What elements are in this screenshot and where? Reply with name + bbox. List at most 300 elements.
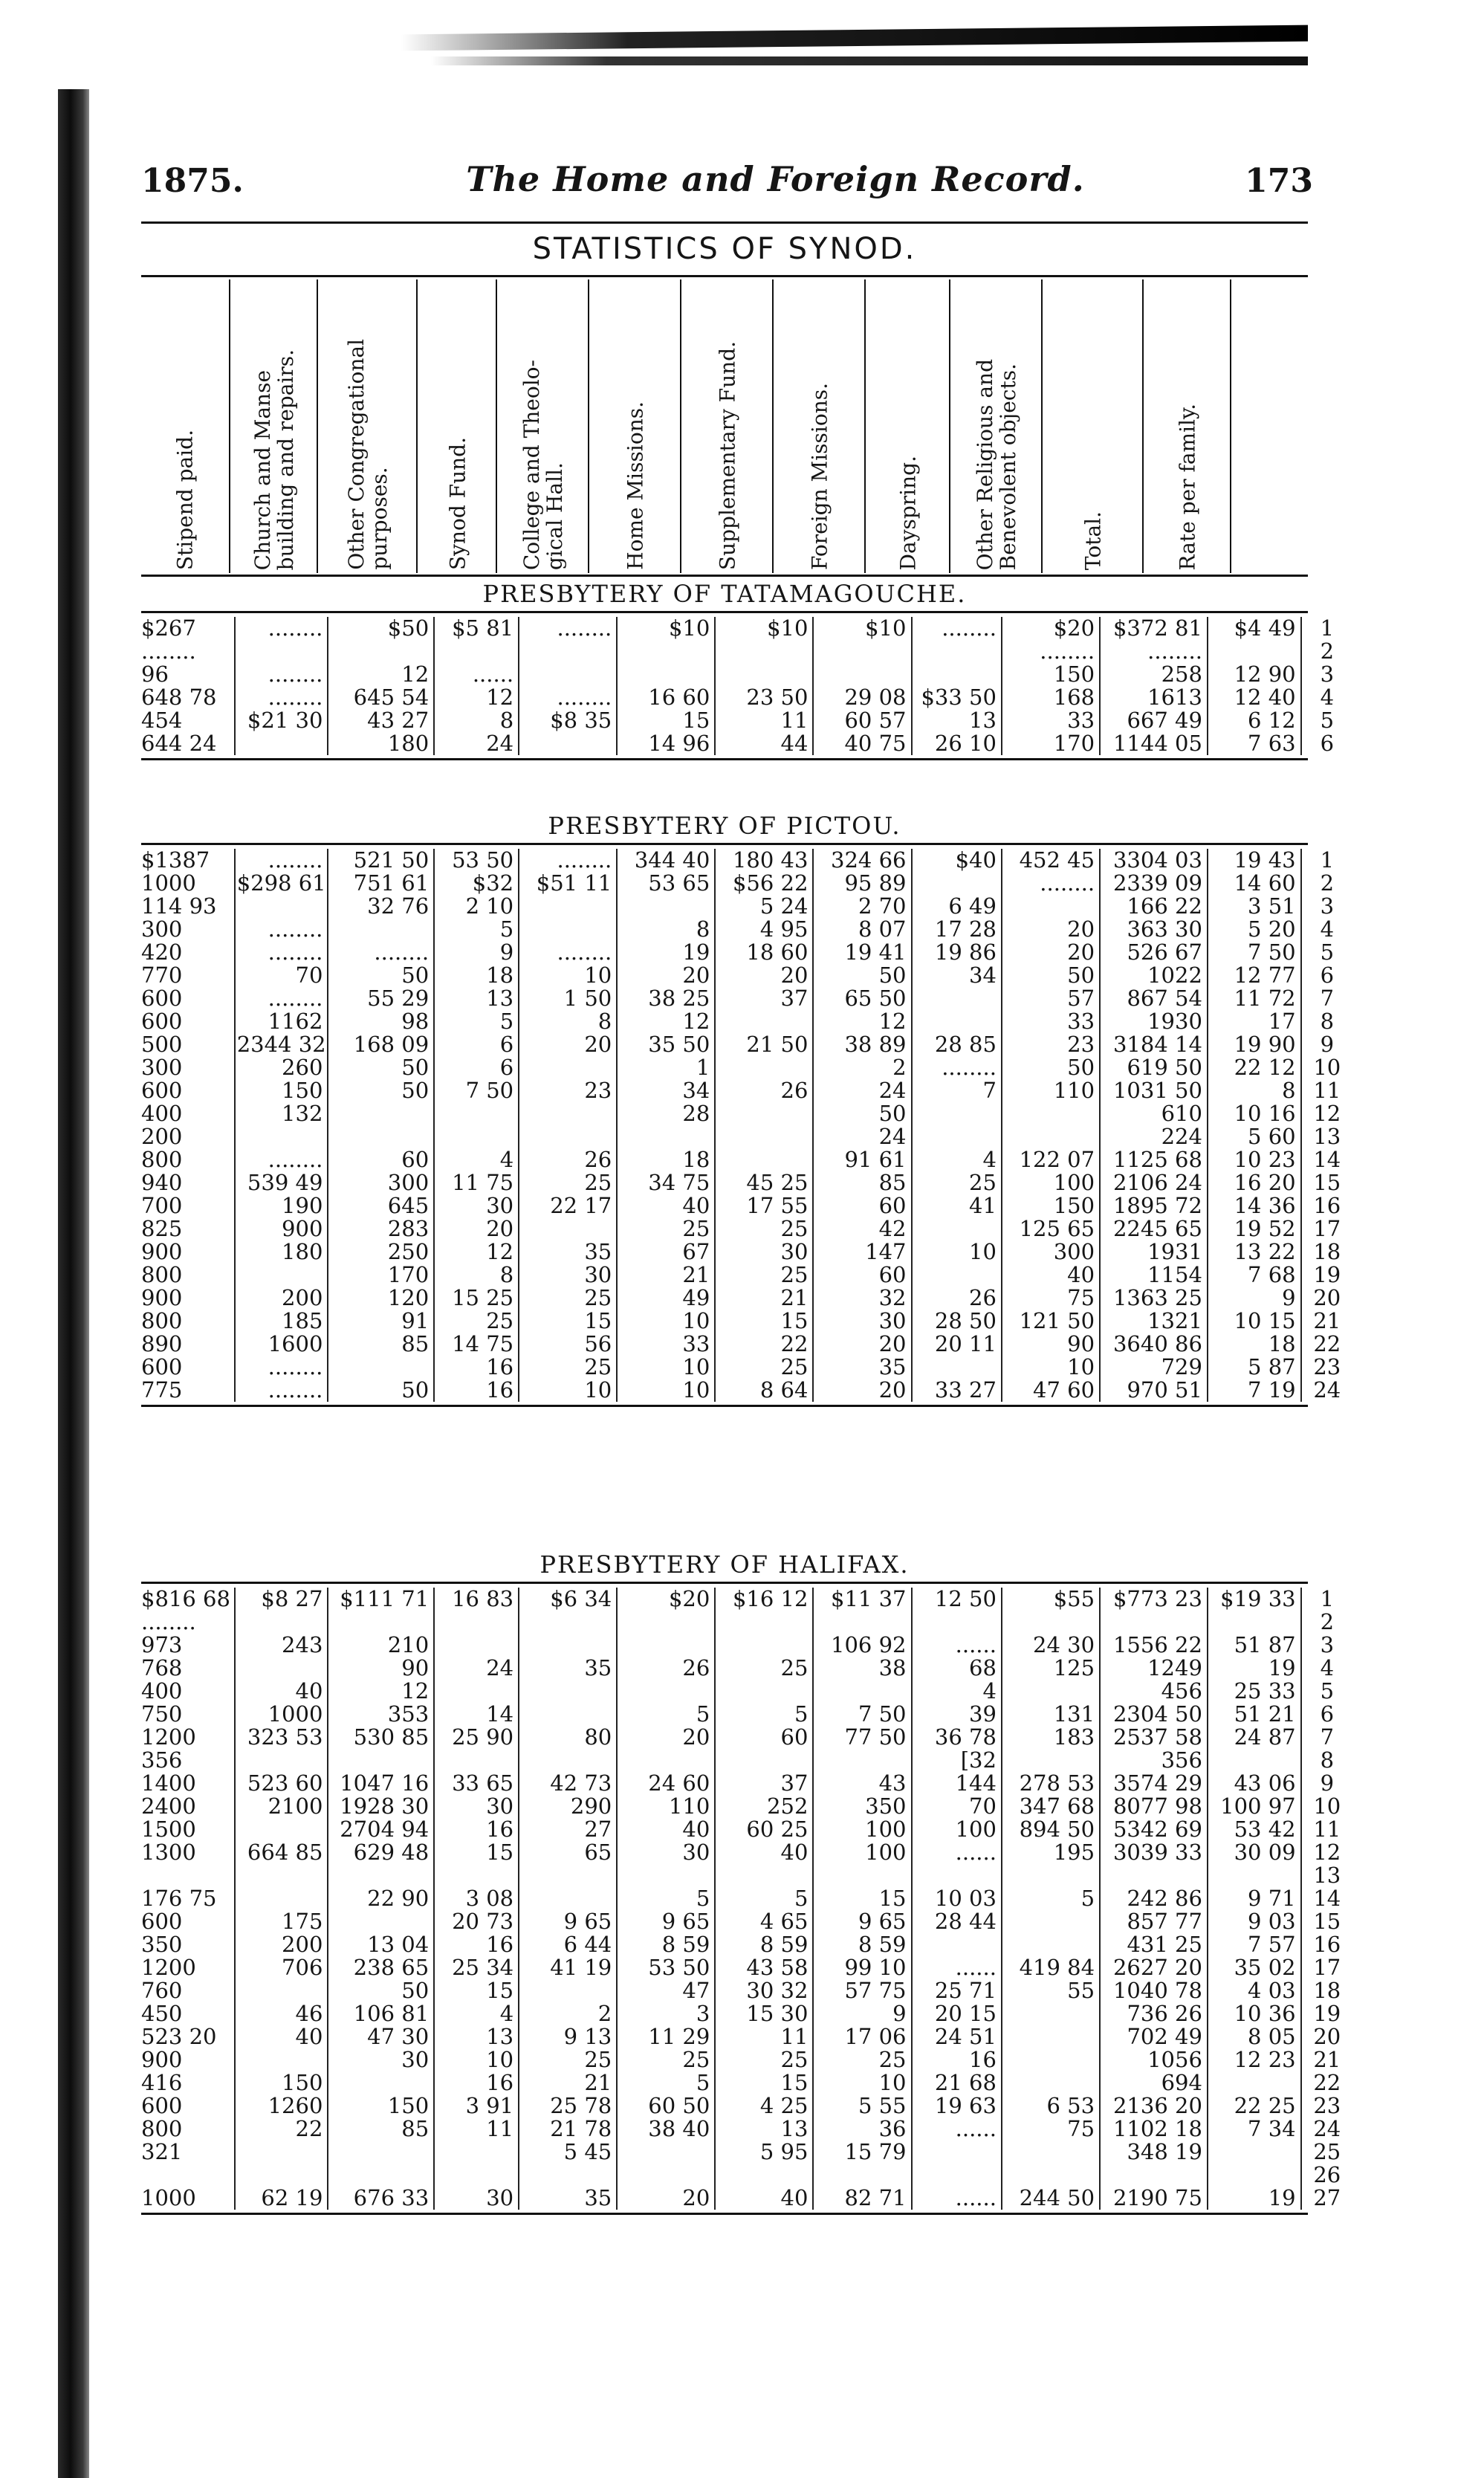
table-cell: 106 92 (813, 1634, 911, 1657)
table-cell: 41 19 (519, 1956, 617, 1979)
table-cell: 252 (715, 1795, 813, 1818)
table-cell: 2190 75 (1100, 2187, 1208, 2210)
table-cell: 70 (235, 964, 328, 987)
table-cell: 700 (141, 1194, 183, 1217)
table-cell: 243 (235, 1634, 328, 1657)
table-cell (235, 895, 328, 918)
table-cell: 10 (617, 1356, 715, 1379)
row-number: 11 (1301, 1818, 1352, 1841)
table-cell: 1600 (235, 1333, 328, 1356)
table-cell: 30 (434, 1795, 519, 1818)
row-number: 6 (1301, 1703, 1352, 1726)
table-cell: 7 57 (1208, 1933, 1301, 1956)
table-cell: 20 (1002, 918, 1100, 941)
header-rule (141, 221, 1308, 224)
table-cell: 8 (434, 709, 519, 732)
table-cell: 13 22 (1208, 1240, 1301, 1264)
table-cell: 28 85 (912, 1033, 1002, 1056)
table-cell: 38 25 (617, 987, 715, 1010)
table-cell: 5 (715, 1887, 813, 1910)
table-cell: 57 75 (813, 1979, 911, 2002)
table-cell: 3 (617, 2002, 715, 2025)
table-cell (235, 640, 328, 663)
table-cell: 238 65 (328, 1956, 434, 1979)
table-cell: ...... (912, 1841, 1002, 1864)
table-cell: 24 60 (617, 1772, 715, 1795)
table-cell: ........ (912, 1056, 1002, 1079)
table-cell: 24 51 (912, 2025, 1002, 2048)
table-cell (1100, 2164, 1208, 2187)
row-number: 18 (1301, 1240, 1352, 1264)
table-cell: 16 (434, 1379, 519, 1402)
row-number: 24 (1301, 1379, 1352, 1402)
table-cell: 22 17 (519, 1194, 617, 1217)
table-cell: 40 (235, 2025, 328, 2048)
column-header (141, 279, 229, 573)
column-header (588, 279, 681, 573)
table-cell: 37 (715, 1772, 813, 1795)
table-cell: $298 61 (235, 872, 328, 895)
table-cell: 7 50 (1208, 941, 1301, 964)
column-header-label: Total. (1080, 511, 1106, 570)
table-cell (1002, 2071, 1100, 2094)
table-cell: 3039 33 (1100, 1841, 1208, 1864)
table-cell: 60 50 (617, 2094, 715, 2118)
table-cell (715, 1634, 813, 1657)
table-cell: 50 (328, 1079, 434, 1102)
table-cell: 867 54 (1100, 987, 1208, 1010)
table-cell (617, 640, 715, 663)
table-cell: ........ (235, 1148, 328, 1171)
table-cell (434, 2141, 519, 2164)
table-cell: ........ (141, 640, 196, 663)
table-cell: 25 (519, 1287, 617, 1310)
table-cell: ........ (235, 918, 328, 941)
table-row (141, 1310, 1352, 1333)
table-cell: 356 (1100, 1749, 1208, 1772)
table-cell: 5 (617, 1887, 715, 1910)
table-cell: 5 (617, 2071, 715, 2094)
table-cell: 6 (434, 1056, 519, 1079)
table-cell: $773 23 (1100, 1588, 1208, 1611)
table-cell: 20 11 (912, 1333, 1002, 1356)
table-cell (235, 1864, 328, 1887)
table-cell: ...... (912, 2118, 1002, 2141)
table-cell: 49 (617, 1287, 715, 1310)
table-cell: 300 (141, 1056, 183, 1079)
table-cell: 147 (813, 1240, 911, 1264)
table-cell: 768 (141, 1657, 183, 1680)
table-row (141, 2071, 1352, 2094)
table-cell (328, 640, 434, 663)
section-table (141, 617, 1352, 755)
table-cell (1208, 640, 1301, 663)
table-cell: 33 27 (912, 1379, 1002, 1402)
table-cell (813, 1749, 911, 1772)
table-cell: 8 (1208, 1079, 1301, 1102)
table-cell: 144 (912, 1772, 1002, 1795)
column-header-label: Dayspring. (895, 455, 921, 570)
table-cell: 2344 32 (235, 1033, 328, 1056)
table-cell: 38 89 (813, 1033, 911, 1056)
table-cell: $19 33 (1208, 1588, 1301, 1611)
table-cell (912, 1864, 1002, 1887)
table-cell: 30 (715, 1240, 813, 1264)
table-cell (912, 1102, 1002, 1125)
table-cell: 2627 20 (1100, 1956, 1208, 1979)
table-cell (912, 2164, 1002, 2187)
row-number: 21 (1301, 1310, 1352, 1333)
table-cell (235, 2164, 328, 2187)
table-cell (519, 1749, 617, 1772)
row-number: 3 (1301, 663, 1352, 686)
table-cell: 12 40 (1208, 686, 1301, 709)
table-cell: 50 (813, 964, 911, 987)
table-cell: 13 (912, 709, 1002, 732)
table-cell: 1321 (1100, 1310, 1208, 1333)
table-cell: 10 03 (912, 1887, 1002, 1910)
table-cell: 19 (1208, 2187, 1301, 2210)
table-cell (617, 2164, 715, 2187)
table-row (141, 1910, 1352, 1933)
table-cell: 20 (813, 1379, 911, 1402)
table-cell: 4 65 (715, 1910, 813, 1933)
section-rule (141, 1582, 1308, 1584)
row-number: 7 (1301, 1726, 1352, 1749)
row-number: 26 (1301, 2164, 1352, 2187)
table-cell: 44 (715, 732, 813, 755)
table-cell (519, 918, 617, 941)
table-cell (912, 1356, 1002, 1379)
table-cell: 12 (813, 1010, 911, 1033)
table-cell: ........ (141, 1611, 196, 1634)
row-number: 20 (1301, 1287, 1352, 1310)
table-cell: 350 (141, 1933, 183, 1956)
table-cell: 13 (715, 2118, 813, 2141)
table-cell: 50 (1002, 1056, 1100, 1079)
table-cell: 736 26 (1100, 2002, 1208, 2025)
table-cell: 2 (813, 1056, 911, 1079)
row-number: 15 (1301, 1910, 1352, 1933)
row-number: 16 (1301, 1194, 1352, 1217)
header-title: The Home and Foreign Record. (466, 159, 1085, 199)
table-cell (813, 1680, 911, 1703)
table-row (141, 1772, 1352, 1795)
table-cell: 91 (328, 1310, 434, 1333)
table-cell: 1056 (1100, 2048, 1208, 2071)
table-cell: 35 (519, 1657, 617, 1680)
table-cell: 60 (328, 1148, 434, 1171)
page-title: STATISTICS OF SYNOD. (532, 232, 917, 266)
table-cell: 2 70 (813, 895, 911, 918)
table-cell: 9 (813, 2002, 911, 2025)
table-cell (1100, 1864, 1208, 1887)
table-cell: 20 (617, 1726, 715, 1749)
table-cell: 4 (434, 2002, 519, 2025)
column-header (680, 279, 774, 573)
table-cell: 60 (813, 1194, 911, 1217)
row-number: 13 (1301, 1864, 1352, 1887)
table-cell: 34 (912, 964, 1002, 987)
table-cell: 5 45 (519, 2141, 617, 2164)
table-cell: 55 (1002, 1979, 1100, 2002)
table-row (141, 1726, 1352, 1749)
table-cell: 25 34 (434, 1956, 519, 1979)
row-number: 20 (1301, 2025, 1352, 2048)
table-cell: 25 71 (912, 1979, 1002, 2002)
table-row (141, 2025, 1352, 2048)
table-cell: 15 25 (434, 1287, 519, 1310)
table-cell: 15 (519, 1310, 617, 1333)
table-cell: 10 16 (1208, 1102, 1301, 1125)
table-cell: 600 (141, 1356, 183, 1379)
table-cell: 100 (813, 1818, 911, 1841)
table-cell: 15 (434, 1841, 519, 1864)
table-cell: 530 85 (328, 1726, 434, 1749)
table-cell: 5 95 (715, 2141, 813, 2164)
table-cell (328, 2164, 434, 2187)
table-cell: 10 (519, 964, 617, 987)
table-cell: 100 (813, 1841, 911, 1864)
table-cell: 19 (1208, 1657, 1301, 1680)
table-cell: 40 (235, 1680, 328, 1703)
table-cell: 25 (912, 1171, 1002, 1194)
table-cell: 30 09 (1208, 1841, 1301, 1864)
table-cell (434, 640, 519, 663)
table-cell (235, 1749, 328, 1772)
table-cell: 2339 09 (1100, 872, 1208, 895)
table-cell: 40 (715, 1841, 813, 1864)
table-cell (235, 2048, 328, 2071)
table-cell: 200 (235, 1287, 328, 1310)
table-cell: 664 85 (235, 1841, 328, 1864)
table-cell: 973 (141, 1634, 183, 1657)
table-cell: 12 (328, 663, 434, 686)
table-cell: $372 81 (1100, 617, 1208, 640)
table-cell: 20 (434, 1217, 519, 1240)
table-cell: ........ (235, 941, 328, 964)
table-cell (141, 1864, 235, 1887)
table-cell: ...... (912, 1634, 1002, 1657)
table-cell: 702 49 (1100, 2025, 1208, 2048)
table-row (141, 2048, 1352, 2071)
table-cell: 53 50 (434, 849, 519, 872)
table-cell: 200 (141, 1125, 183, 1148)
row-number: 18 (1301, 1979, 1352, 2002)
table-cell (519, 2164, 617, 2187)
table-cell (434, 1634, 519, 1657)
table-cell: 2704 94 (328, 1818, 434, 1841)
table-cell: 21 (617, 1264, 715, 1287)
table-cell: 50 (328, 1379, 434, 1402)
table-cell: 180 (328, 732, 434, 755)
table-cell (519, 895, 617, 918)
table-cell (519, 1611, 617, 1634)
table-cell: 8 64 (715, 1379, 813, 1402)
table-row (141, 640, 1352, 663)
table-cell: 106 81 (328, 2002, 434, 2025)
table-cell (1208, 1611, 1301, 1634)
table-cell: 890 (141, 1333, 183, 1356)
table-cell: 2245 65 (1100, 1217, 1208, 1240)
row-number: 5 (1301, 1680, 1352, 1703)
table-cell (715, 1864, 813, 1887)
table-cell: 176 75 (141, 1887, 217, 1910)
table-cell: 321 (141, 2141, 183, 2164)
table-cell (519, 732, 617, 755)
table-cell: 33 (617, 1333, 715, 1356)
table-cell: 5 55 (813, 2094, 911, 2118)
table-cell: ........ (235, 686, 328, 709)
table-cell: 5 (434, 918, 519, 941)
table-cell (235, 732, 328, 755)
table-row (141, 918, 1352, 941)
table-cell: 400 (141, 1680, 183, 1703)
table-cell: 4 25 (715, 2094, 813, 2118)
table-cell (1002, 1910, 1100, 1933)
table-cell: 4 03 (1208, 1979, 1301, 2002)
table-cell: 283 (328, 1217, 434, 1240)
column-header (1041, 279, 1144, 573)
table-cell: 100 97 (1208, 1795, 1301, 1818)
table-cell (519, 1864, 617, 1887)
table-cell: 5 20 (1208, 918, 1301, 941)
table-cell: 99 10 (813, 1956, 911, 1979)
row-number: 19 (1301, 2002, 1352, 2025)
table-cell: 19 52 (1208, 1217, 1301, 1240)
table-cell: 10 (434, 2048, 519, 2071)
table-cell: 1040 78 (1100, 1979, 1208, 2002)
table-cell: 30 (434, 1194, 519, 1217)
section-rule (141, 611, 1308, 613)
table-cell (328, 2071, 434, 2094)
column-header-label: Synod Fund. (445, 436, 470, 570)
table-cell: 12 50 (912, 1588, 1002, 1611)
table-cell (1002, 2025, 1100, 2048)
table-cell: 16 (434, 2071, 519, 2094)
table-cell (715, 1680, 813, 1703)
column-header (772, 279, 866, 573)
table-cell: 1162 (235, 1010, 328, 1033)
table-cell: 50 (813, 1102, 911, 1125)
table-cell: 5 (715, 1703, 813, 1726)
table-row (141, 1240, 1352, 1264)
table-cell (1002, 2164, 1100, 2187)
table-cell: 18 60 (715, 941, 813, 964)
row-number: 16 (1301, 1933, 1352, 1956)
table-cell: 6 49 (912, 895, 1002, 918)
table-cell: 1000 (141, 872, 196, 895)
table-cell (715, 2164, 813, 2187)
table-cell: 33 (1002, 1010, 1100, 1033)
table-cell: 56 (519, 1333, 617, 1356)
row-number: 23 (1301, 2094, 1352, 2118)
table-cell: 2 10 (434, 895, 519, 918)
table-cell: 85 (328, 2118, 434, 2141)
table-cell: 33 65 (434, 1772, 519, 1795)
table-cell: 16 (434, 1933, 519, 1956)
table-cell: 857 77 (1100, 1910, 1208, 1933)
table-cell: ........ (235, 1379, 328, 1402)
table-cell: ........ (519, 686, 617, 709)
table-cell: 600 (141, 1910, 183, 1933)
table-cell: 2100 (235, 1795, 328, 1818)
row-number: 1 (1301, 849, 1352, 872)
table-cell: 6 (434, 1033, 519, 1056)
table-cell: 347 68 (1002, 1795, 1100, 1818)
table-cell (235, 1818, 328, 1841)
table-cell: 900 (235, 1217, 328, 1240)
table-cell: $4 49 (1208, 617, 1301, 640)
table-cell: 35 (813, 1356, 911, 1379)
table-cell (235, 2141, 328, 2164)
table-cell: 25 (715, 1217, 813, 1240)
table-cell (617, 895, 715, 918)
table-cell: 645 (328, 1194, 434, 1217)
table-row (141, 1979, 1352, 2002)
table-cell: 9 13 (519, 2025, 617, 2048)
table-cell (328, 1910, 434, 1933)
table-cell: 24 (434, 732, 519, 755)
table-cell (519, 1680, 617, 1703)
row-number: 27 (1301, 2187, 1352, 2210)
table-cell (235, 1125, 328, 1148)
table-cell: 14 96 (617, 732, 715, 755)
table-cell: 15 30 (715, 2002, 813, 2025)
table-cell: 9 03 (1208, 1910, 1301, 1933)
table-cell: 98 (328, 1010, 434, 1033)
table-cell: ........ (235, 1356, 328, 1379)
table-cell: 38 40 (617, 2118, 715, 2141)
table-cell (1002, 1611, 1100, 1634)
table-cell: 353 (328, 1703, 434, 1726)
table-row (141, 1125, 1352, 1148)
table-row (141, 1864, 1352, 1887)
header-year: 1875. (141, 162, 244, 200)
table-cell (617, 2141, 715, 2164)
table-cell (715, 1749, 813, 1772)
table-cell (328, 1611, 434, 1634)
table-cell: 3640 86 (1100, 1333, 1208, 1356)
table-cell: 500 (141, 1033, 183, 1056)
table-cell: 43 06 (1208, 1772, 1301, 1795)
table-cell: 14 (434, 1703, 519, 1726)
table-cell: 55 29 (328, 987, 434, 1010)
table-cell: 3574 29 (1100, 1772, 1208, 1795)
table-cell: 323 53 (235, 1726, 328, 1749)
table-cell: 70 (912, 1795, 1002, 1818)
column-header (317, 279, 418, 573)
table-cell: 12 90 (1208, 663, 1301, 686)
table-cell (912, 1611, 1002, 1634)
table-cell: ........ (1100, 640, 1208, 663)
table-cell: 1500 (141, 1818, 196, 1841)
table-cell: $816 68 (141, 1588, 230, 1611)
table-cell: 25 (715, 2048, 813, 2071)
table-cell: 224 (1100, 1125, 1208, 1148)
table-cell: 1249 (1100, 1657, 1208, 1680)
table-cell: ........ (328, 941, 434, 964)
table-row (141, 2118, 1352, 2141)
table-cell: 26 (519, 1148, 617, 1171)
table-row (141, 1887, 1352, 1910)
table-row (141, 1749, 1352, 1772)
table-cell: 34 (617, 1079, 715, 1102)
table-cell: 644 24 (141, 732, 217, 755)
table-cell: 10 15 (1208, 1310, 1301, 1333)
table-cell: 110 (617, 1795, 715, 1818)
table-cell: 170 (1002, 732, 1100, 755)
